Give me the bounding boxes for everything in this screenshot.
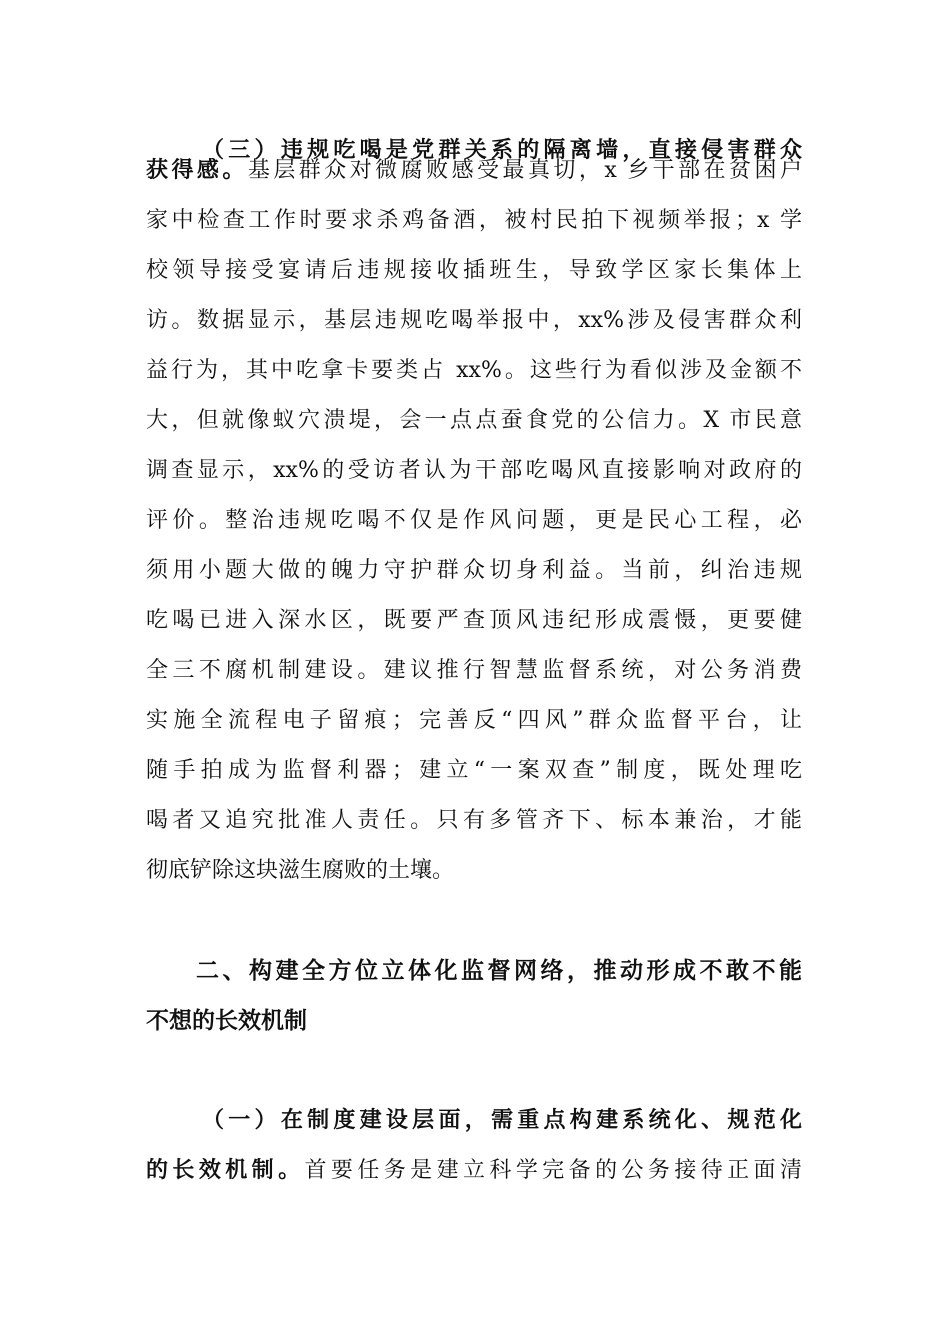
section-two-heading-cont xyxy=(146,1006,802,1056)
subsection-one-heading xyxy=(146,1106,802,1156)
subsection-one-heading-cont: 的长效机制。 xyxy=(146,1158,305,1183)
paragraph-line: 调查显示，xx%的受访者认为干部吃喝风直接影响对政府的 xyxy=(146,458,802,483)
paragraph-line: 彻底铲除这块滋生腐败的土壤。 xyxy=(146,858,455,883)
section-two-heading xyxy=(146,956,802,1006)
paragraph-line: 全三不腐机制建设。建议推行智慧监督系统，对公务消费 xyxy=(146,658,802,683)
paragraph-line: 随手拍成为监督利器；建立“一案双查”制度，既处理吃 xyxy=(146,758,802,783)
paragraph-text: 基层群众对微腐败感受最真切，x 乡干部在贫困户 xyxy=(247,158,802,183)
document-page xyxy=(146,0,802,1344)
subsection-three-heading-cont: 获得感。 xyxy=(146,158,248,183)
paragraph-line: 实施全流程电子留痕；完善反“四风”群众监督平台，让 xyxy=(146,708,802,733)
paragraph-line xyxy=(146,1156,802,1206)
paragraph-line: 吃喝已进入深水区，既要严查顶风违纪形成震慑，更要健 xyxy=(146,608,802,633)
paragraph-line: 须用小题大做的魄力守护群众切身利益。当前，纠治违规 xyxy=(146,558,802,583)
paragraph-line: 访。数据显示，基层违规吃喝举报中，xx%涉及侵害群众利 xyxy=(146,308,802,333)
paragraph-line: 家中检查工作时要求杀鸡备酒，被村民拍下视频举报；x 学 xyxy=(146,208,802,233)
paragraph-line: 校领导接受宴请后违规接收插班生，导致学区家长集体上 xyxy=(146,258,802,283)
paragraph-line xyxy=(146,156,802,206)
paragraph-line: 喝者又追究批准人责任。只有多管齐下、标本兼治，才能 xyxy=(146,808,802,833)
section-two-heading-line1: 二、构建全方位立体化监督网络，推动形成不敢不能 xyxy=(196,958,802,984)
paragraph-text: 首要任务是建立科学完备的公务接待正面清 xyxy=(304,1158,802,1183)
subsection-one-heading-text: （一）在制度建设层面，需重点构建系统化、规范化 xyxy=(202,1108,802,1133)
paragraph-line: 大，但就像蚁穴溃堤，会一点点蚕食党的公信力。X 市民意 xyxy=(146,408,802,433)
paragraph-line: 评价。整治违规吃喝不仅是作风问题，更是民心工程，必 xyxy=(146,508,802,533)
subsection-three-heading-text: （三）违规吃喝是党群关系的隔离墙，直接侵害群众 xyxy=(202,138,802,163)
section-two-heading-line2: 不想的长效机制 xyxy=(146,1008,307,1034)
paragraph-line: 益行为，其中吃拿卡要类占 xx%。这些行为看似涉及金额不 xyxy=(146,358,802,383)
